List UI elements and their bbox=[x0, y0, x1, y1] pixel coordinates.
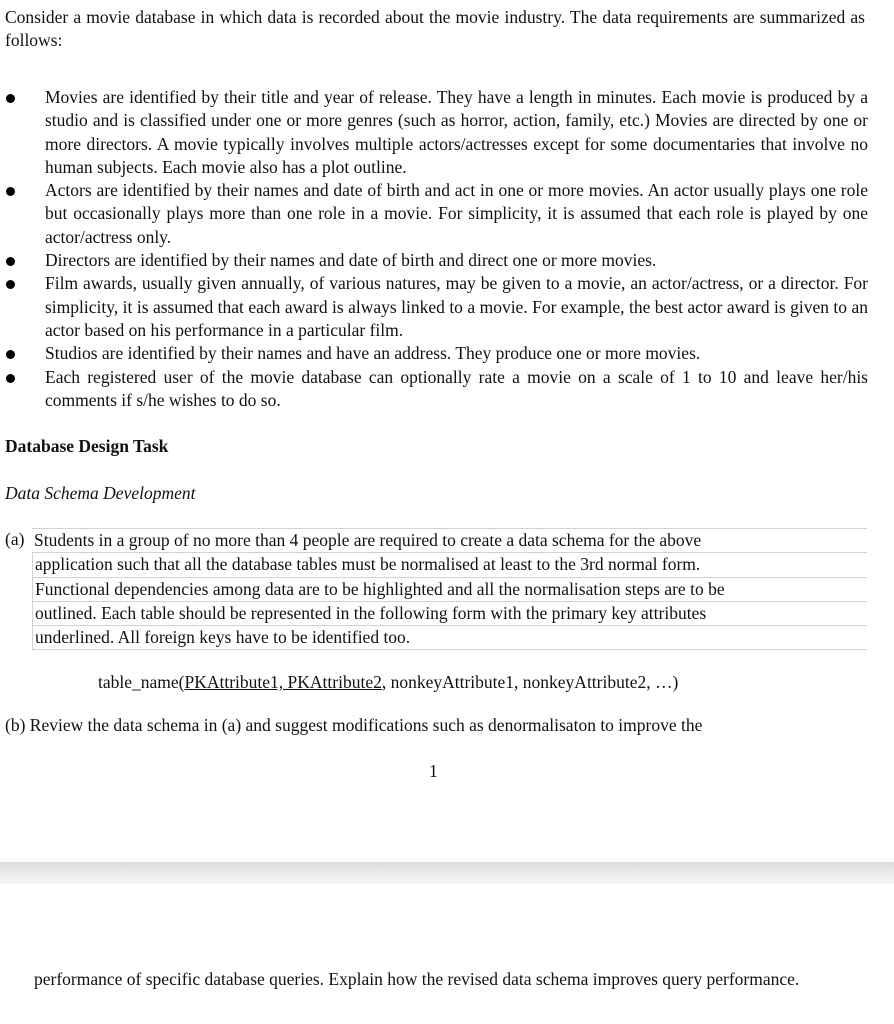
primary-key-attributes: PKAttribute1, PKAttribute2 bbox=[184, 672, 382, 692]
bullet-icon bbox=[6, 350, 15, 359]
list-item: Directors are identified by their names and date of birth and direct one or more movies. bbox=[0, 249, 868, 272]
list-item: Movies are identified by their title and year of release. They have a length in minutes. Each movie is produced by a studio and is classified under one or more genres (such as horror, action, family, etc.) Movies are directed by one or more directors. A movie typically involves multiple actors/actresses except for some documentaries that involve no human subjects. Each movie also has a plot outline. bbox=[0, 86, 868, 179]
task-a-body bbox=[34, 528, 867, 650]
task-a-line: Students in a group of no more than 4 people are required to create a data schema for the above bbox=[32, 528, 867, 553]
requirements-list bbox=[0, 86, 868, 412]
formula-prefix: table_name( bbox=[98, 672, 185, 692]
list-item: Film awards, usually given annually, of various natures, may be given to a movie, an actor/actress, or a director. For simplicity, it is assumed that each award is always linked to a movie. For example, the best actor award is given to an actor based on his performance in a particular film. bbox=[0, 272, 868, 342]
task-a-line: Functional dependencies among data are to be highlighted and all the normalisation steps are to be bbox=[32, 578, 867, 602]
list-item: Actors are identified by their names and date of birth and act in one or more movies. An actor usually plays one role but occasionally plays more than one role in a movie. For simplicity, it is assumed that each role is played by one actor/actress only. bbox=[0, 179, 868, 249]
page-number: 1 bbox=[429, 761, 438, 781]
section-subheading: Data Schema Development bbox=[5, 483, 196, 503]
task-a-line: underlined. All foreign keys have to be identified too. bbox=[32, 626, 867, 650]
schema-formula bbox=[98, 671, 678, 694]
task-a-label: (a) bbox=[5, 529, 25, 549]
intro-paragraph: Consider a movie database in which data is recorded about the movie industry. The data requirements are summarized as follows: bbox=[5, 7, 865, 51]
list-item: Each registered user of the movie database can optionally rate a movie on a scale of 1 to 10 and leave her/his comments if s/he wishes to do so. bbox=[0, 366, 868, 413]
task-a bbox=[5, 528, 867, 650]
task-b: (b) Review the data schema in (a) and suggest modifications such as denormalisaton to improve the bbox=[5, 715, 703, 735]
formula-rest: , nonkeyAttribute1, nonkeyAttribute2, …) bbox=[381, 672, 679, 692]
bullet-icon bbox=[6, 374, 15, 383]
task-a-line: application such that all the database tables must be normalised at least to the 3rd normal form. bbox=[32, 553, 867, 577]
page-break-divider bbox=[0, 862, 894, 884]
bullet-icon bbox=[6, 94, 15, 103]
list-item: Studios are identified by their names and have an address. They produce one or more movies. bbox=[0, 342, 868, 365]
continuation-paragraph: performance of specific database queries. Explain how the revised data schema improves query performance. bbox=[34, 969, 800, 989]
bullet-icon bbox=[6, 187, 15, 196]
task-a-line: outlined. Each table should be represented in the following form with the primary key attributes bbox=[32, 602, 867, 626]
section-heading: Database Design Task bbox=[5, 436, 169, 456]
bullet-icon bbox=[6, 257, 15, 266]
bullet-icon bbox=[6, 280, 15, 289]
